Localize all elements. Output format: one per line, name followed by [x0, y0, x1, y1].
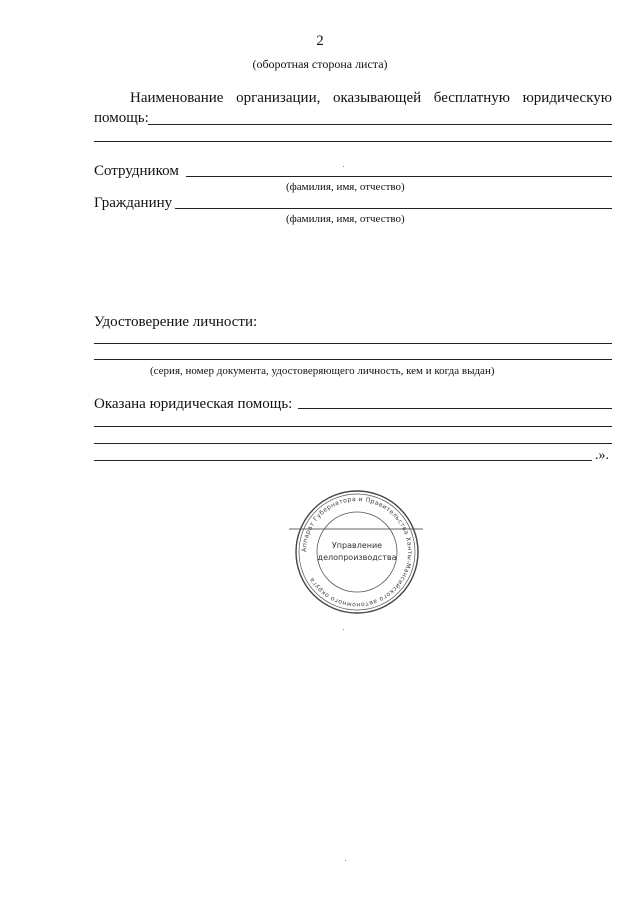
employee-input-line[interactable] — [186, 176, 612, 177]
scan-speck — [343, 629, 344, 630]
organization-label: Наименование организации, оказывающей бесплатную юридическую — [130, 90, 612, 106]
citizen-input-line[interactable] — [175, 208, 612, 209]
page-number: 2 — [316, 33, 324, 49]
organization-input-line-1[interactable] — [148, 124, 612, 125]
assistance-label: Оказана юридическая помощь: — [94, 396, 293, 412]
identity-hint: (серия, номер документа, удостоверяющего личность, кем и когда выдан) — [150, 365, 495, 377]
identity-input-line-2[interactable] — [94, 359, 612, 360]
citizen-label: Гражданину — [94, 195, 173, 211]
page-subtitle: (оборотная сторона листа) — [252, 57, 388, 71]
svg-text:Аппарат Губернатора и Правител — [301, 496, 413, 608]
assistance-input-line-4[interactable] — [94, 460, 592, 461]
citizen-hint: (фамилия, имя, отчество) — [286, 213, 405, 225]
identity-input-line-1[interactable] — [94, 343, 612, 344]
organization-label-continuation: помощь: — [94, 110, 149, 126]
assistance-input-line-1[interactable] — [298, 408, 612, 409]
employee-label: Сотрудником — [94, 163, 179, 179]
organization-input-line-2[interactable] — [94, 141, 612, 142]
assistance-input-line-3[interactable] — [94, 443, 612, 444]
assistance-closing-mark: .». — [595, 448, 609, 463]
identity-label: Удостоверение личности: — [94, 314, 258, 330]
stamp-ring-text: Аппарат Губернатора и Правительства Ханты-Мансийского автономного округа — [300, 495, 414, 609]
scan-speck — [345, 860, 346, 861]
stamp-seal-graphic — [283, 488, 431, 616]
scan-speck — [343, 166, 344, 167]
stamp-center-text-line2: делопроизводства — [317, 553, 397, 562]
assistance-input-line-2[interactable] — [94, 426, 612, 427]
official-stamp — [283, 488, 431, 616]
stamp-center-text-line1: Управление — [331, 541, 383, 550]
employee-hint: (фамилия, имя, отчество) — [286, 181, 405, 193]
